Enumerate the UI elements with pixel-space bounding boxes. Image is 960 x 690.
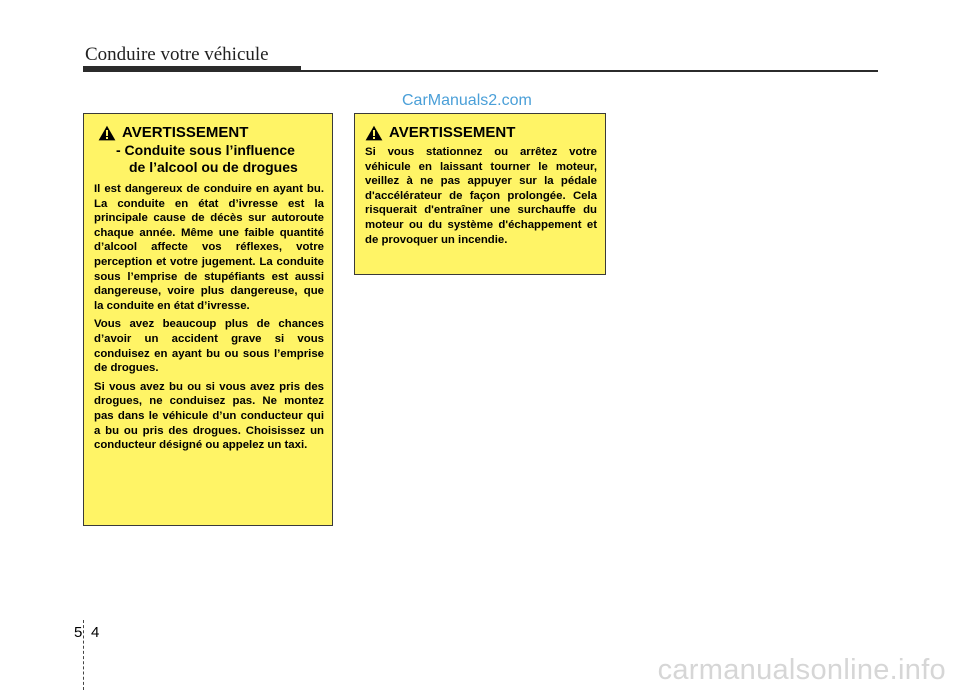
warning-box-idling-engine [354,113,606,275]
page-number-divider [83,620,85,690]
warning-heading [98,124,324,141]
warning-subtitle-line1: - Conduite sous l’influence [116,142,295,158]
header-rule-thin [83,70,878,72]
chapter-title: Conduire votre véhicule [85,44,269,65]
warning-box-alcohol-drugs [83,113,333,526]
watermark-carmanualsonline[interactable]: carmanualsonline.info [657,654,946,686]
warning-heading-text: AVERTISSEMENT [389,124,516,141]
warning-triangle-icon [98,125,116,141]
warning-heading [365,124,597,141]
watermark-carmanuals2[interactable]: CarManuals2.com [402,92,532,109]
warning-paragraph: Vous avez beaucoup plus de chances d’avoir un accident grave si vous conduisez en ayant bu ou sous l’emprise de drogues. [94,318,324,375]
warning-triangle-icon [365,125,383,141]
warning-paragraph: Si vous stationnez ou arrêtez votre véhicule en laissant tourner le moteur, veillez à ne pas appuyer sur la pédale d'accélérateur de façon prolongée. Cela risquerait d'entraîner une surchauffe du moteur ou du système d'échappement et de provoquer un incendie. [365,146,597,246]
warning-subtitle-line2: de l’alcool ou de drogues [129,159,298,175]
warning-heading-text: AVERTISSEMENT [122,124,249,141]
warning-paragraph: Si vous avez bu ou si vous avez pris des drogues, ne conduisez pas. Ne montez pas dans le véhicule d’un conducteur qui a bu ou pris des drogues. Choisissez un conducteur désigné ou appelez un taxi. [94,380,324,452]
warning-subtitle [116,142,324,176]
warning-paragraph: Il est dangereux de conduire en ayant bu. La conduite en état d’ivresse est la principale cause de décès sur autoroute chaque année. Même une faible quantité d’alcool affecte vos réflexes, votre perception et votre jugement. La conduite sous l’emprise de stupéfiants est aussi dangereuse, voire plus dangereuse, que la conduite en état d’ivresse. [94,183,324,312]
page-number: 4 [91,624,100,641]
page-section-number: 5 [74,624,83,641]
